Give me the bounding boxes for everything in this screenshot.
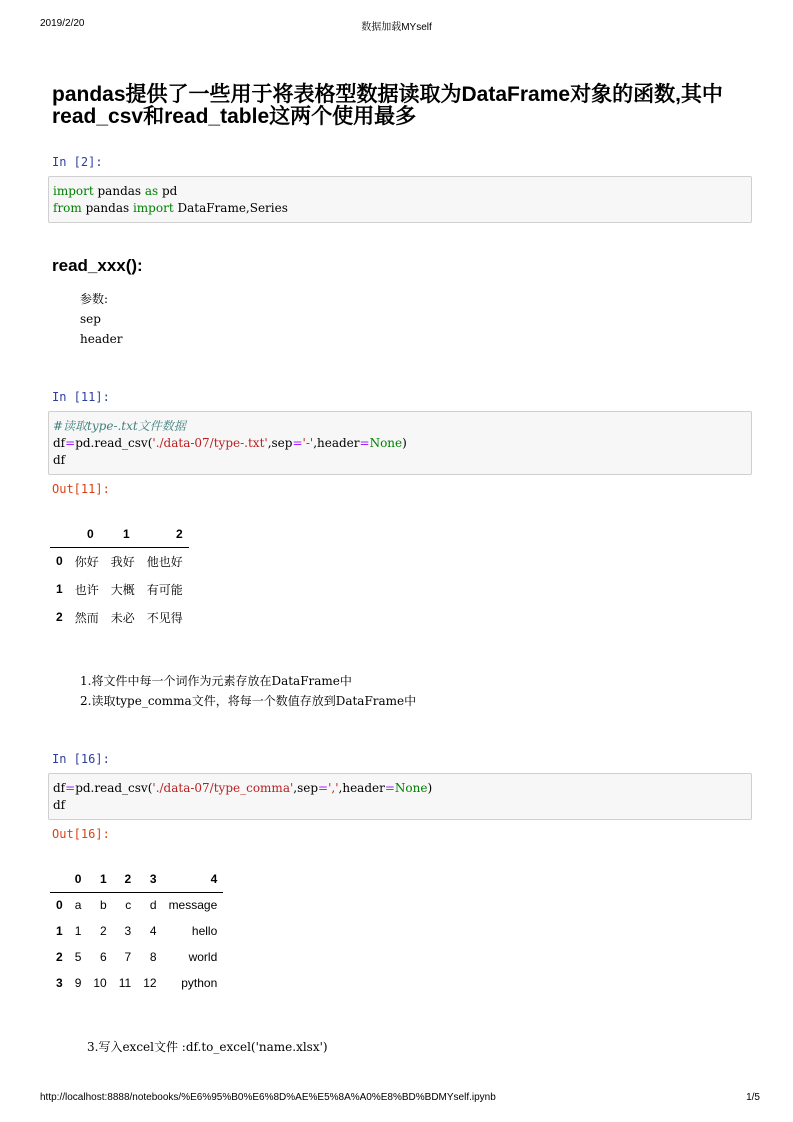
section-heading: read_xxx(): [52,256,143,275]
table-row: 2 5 6 7 8 world [56,950,218,964]
page-heading: pandas提供了一些用于将表格型数据读取为DataFrame对象的函数,其中read_csv和read_table这两个使用最多 [52,83,723,128]
table-row: 3 9 10 11 12 python [56,976,218,990]
code-line: df=pd.read_csv('./data-07/type_comma',sep=',',header=None) [53,781,433,795]
code-line: df [53,798,66,812]
dataframe-table-2 [50,866,223,996]
param-line: header [80,332,123,346]
list-item: 2.读取type_comma文件，将每一个数值存放到DataFrame中 [80,694,417,708]
table-row: 1 也许 大概 有可能 [56,582,183,597]
print-url: http://localhost:8888/notebooks/%E6%95%B0%E6%8D%AE%E5%8A%A0%E8%BD%BDMYself.ipynb [40,1092,496,1103]
input-prompt-16: In [16]: [52,752,110,766]
code-line: df [53,453,66,467]
param-line: 参数: [80,292,109,306]
input-prompt-11: In [11]: [52,390,110,404]
table-header-row: 0 1 2 3 4 [50,866,223,892]
code-line: import pandas as pd [53,184,178,198]
table-row: 0 a b c d message [56,898,218,913]
param-line: sep [80,312,101,326]
dataframe-table-1 [50,521,189,631]
print-header [0,18,793,34]
output-prompt-11: Out[11]: [52,482,110,496]
code-line: df=pd.read_csv('./data-07/type-.txt',sep='-',header=None) [53,436,407,450]
input-prompt-2: In [2]: [52,155,103,169]
print-date: 2019/2/20 [40,18,85,29]
code-comment: #读取type-.txt文件数据 [53,419,186,433]
note-item-3: 3.写入excel文件 :df.to_excel('name.xlsx') [87,1040,328,1054]
print-title: 数据加载MYself [361,22,432,33]
print-footer [0,1092,793,1108]
code-line: from pandas import DataFrame,Series [53,201,288,215]
table-row: 0 你好 我好 他也好 [56,554,183,569]
list-item: 1.将文件中每一个词作为元素存放在DataFrame中 [80,674,352,688]
table-row: 2 然而 未必 不见得 [56,610,183,625]
note-list [80,671,416,711]
page-number: 1/5 [746,1092,760,1103]
table-header-row: 0 1 2 [50,521,189,547]
params-block [80,289,123,349]
code-cell-16[interactable] [48,773,752,820]
code-cell-11[interactable] [48,411,752,475]
table-row: 1 1 2 3 4 hello [56,924,218,938]
output-prompt-16: Out[16]: [52,827,110,841]
code-cell-2[interactable] [48,176,752,223]
